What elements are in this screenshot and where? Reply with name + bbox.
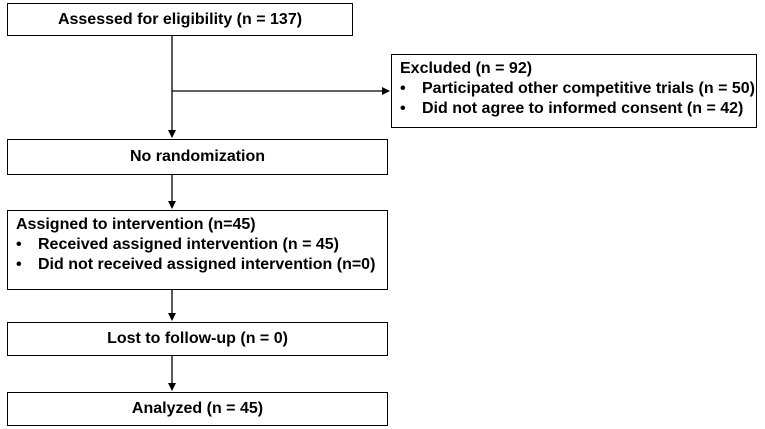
assigned-heading: Assigned to intervention (n=45) <box>16 216 256 233</box>
assigned-item: • Received assigned intervention (n = 45) <box>16 235 379 255</box>
assigned-list <box>16 235 379 275</box>
randomization-label: No randomization <box>129 148 266 165</box>
randomization-box <box>7 139 388 175</box>
excluded-list <box>400 79 755 119</box>
excluded-item: • Did not agree to informed consent (n = 42) <box>400 99 748 119</box>
assessed-label: Assessed for eligibility (n = 137) <box>57 10 303 28</box>
lost-box <box>7 322 388 356</box>
analyzed-box <box>7 392 388 426</box>
analyzed-label: Analyzed (n = 45) <box>131 400 264 417</box>
excluded-heading: Excluded (n = 92) <box>400 60 533 77</box>
lost-label: Lost to follow-up (n = 0) <box>107 330 288 347</box>
assessed-box <box>7 3 353 36</box>
assigned-box <box>7 210 388 290</box>
excluded-item: • Participated other competitive trials (n = 50) <box>400 79 748 99</box>
excluded-box <box>391 54 757 128</box>
assigned-item: • Did not received assigned intervention (n=0) <box>16 255 379 275</box>
